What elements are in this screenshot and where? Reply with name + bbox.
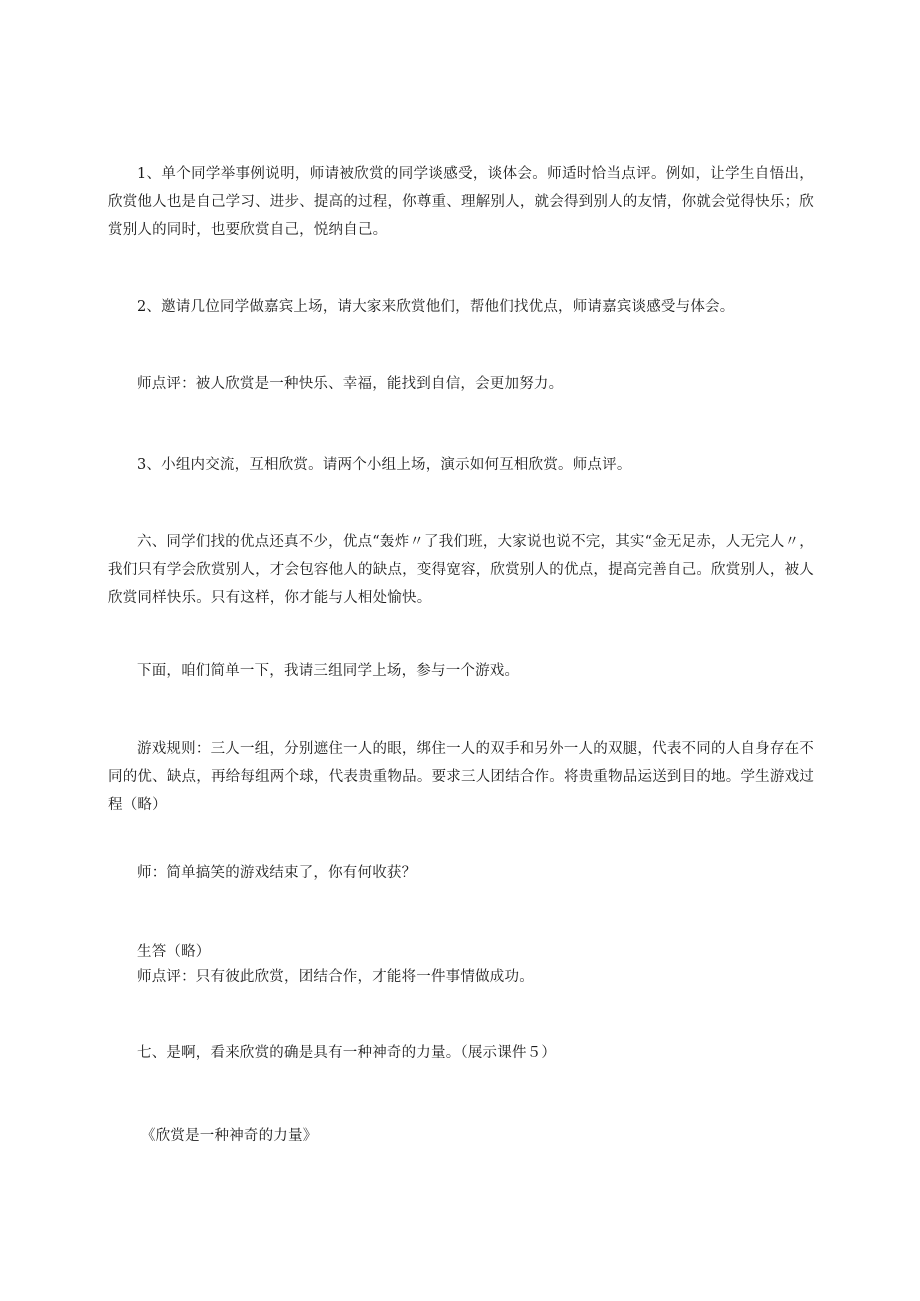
- paragraph-4: 3、小组内交流，互相欣赏。请两个小组上场，演示如何互相欣赏。师点评。: [137, 457, 632, 473]
- paragraph-1: 1、单个同学举事例说明，师请被欣赏的同学谈感受，谈体会。师适时恰当点评。例如，让学生自悟出，欣赏他人也是自己学习、进步、提高的过程，你尊重、理解别人，就会得到别人的友情，你就会觉得快乐；欣赏别人的同时，也要欣赏自己，悦纳自己。: [108, 166, 814, 238]
- paragraph-9: 生答（略）: [137, 944, 211, 960]
- paragraph-7: 游戏规则：三人一组，分别遮住一人的眼，绑住一人的双手和另外一人的双腿，代表不同的人自身存在不同的优、缺点，再给每组两个球，代表贵重物品。要求三人团结合作。将贵重物品运送到目的地。学生游戏过程（略）: [108, 741, 814, 813]
- paragraph-2: 2、邀请几位同学做嘉宾上场，请大家来欣赏他们，帮他们找优点，师请嘉宾谈感受与体会。: [137, 299, 735, 315]
- paragraph-11: 七、是啊，看来欣赏的确是具有一种神奇的力量。（展示课件５）: [137, 1045, 557, 1061]
- paragraph-3: 师点评：被人欣赏是一种快乐、幸福，能找到自信，会更加努力。: [137, 376, 564, 392]
- paragraph-5: 六、同学们找的优点还真不少，优点“轰炸〃了我们班，大家说也说不完，其实“金无足赤，人无完人〃，我们只有学会欣赏别人，才会包容他人的缺点，变得宽容，欣赏别人的优点，提高完善自己。欣赏别人，被人欣赏同样快乐。只有这样，你才能与人相处愉快。: [108, 534, 814, 606]
- paragraph-6: 下面，咱们简单一下，我请三组同学上场，参与一个游戏。: [137, 663, 520, 679]
- courseware-title: 《欣赏是一种神奇的力量》: [141, 1128, 318, 1144]
- paragraph-8: 师：简单搞笑的游戏结束了，你有何收获？: [137, 865, 417, 881]
- paragraph-10: 师点评：只有彼此欣赏，团结合作，才能将一件事情做成功。: [137, 969, 534, 985]
